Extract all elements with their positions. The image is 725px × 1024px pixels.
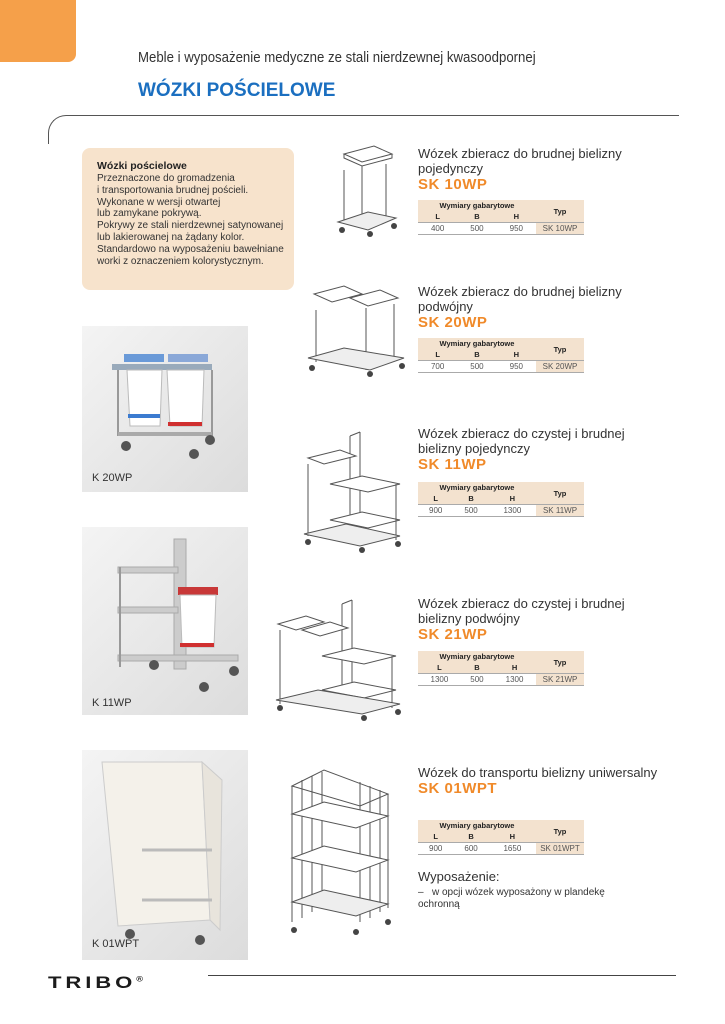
typ-header: Typ [536,651,584,674]
typ-header: Typ [536,200,584,223]
product-sk20wp [418,284,658,331]
l-header: L [418,211,457,223]
l-value: 900 [418,505,453,517]
product-name: Wózek zbieracz do czystej i brudnej bielizny podwójny [418,596,625,626]
equipment-item-text: w opcji wózek wyposażony w plandekę ochronną [418,887,605,910]
l-header: L [418,662,461,674]
product-sk10wp [418,146,658,193]
dims-header: Wymiary gabarytowe [418,200,536,211]
typ-value: SK 21WP [536,674,584,686]
typ-value: SK 10WP [536,223,584,235]
product-name: Wózek zbieracz do brudnej bielizny pojedynczy [418,146,622,176]
logo-reg: ® [136,976,143,984]
photo-label: K 11WP [92,697,132,709]
cart-photo-icon [82,750,248,960]
cart-drawing-sk20wp-icon [304,282,408,378]
b-header: B [453,831,488,843]
tribo-logo [48,973,143,993]
h-header: H [497,211,536,223]
info-box [82,148,294,290]
h-value: 1300 [489,505,536,517]
l-value: 700 [418,361,457,373]
product-code: SK 11WP [418,456,487,473]
product-sk11wp [418,426,658,473]
typ-header: Typ [536,820,584,843]
l-header: L [418,493,453,505]
page-title: WÓZKI POŚCIELOWE [138,80,336,101]
product-name: Wózek zbieracz do czystej i brudnej bielizny pojedynczy [418,426,625,456]
dims-header: Wymiary gabarytowe [418,820,536,831]
typ-value: SK 11WP [536,505,584,517]
dims-header: Wymiary gabarytowe [418,482,536,493]
product-name: Wózek zbieracz do brudnej bielizny podwójny [418,284,622,314]
product-photo-k20wp [82,326,248,492]
h-header: H [489,831,536,843]
b-value: 600 [453,843,488,855]
dims-table-sk01wpt [418,820,584,855]
b-value: 500 [457,223,496,235]
corner-tab [0,0,76,62]
product-code: SK 01WPT [418,780,498,797]
equipment-item [418,887,618,911]
b-value: 500 [453,505,488,517]
cart-photo-icon [82,527,248,715]
typ-value: SK 01WPT [536,843,584,855]
h-value: 950 [497,361,536,373]
dims-table-sk10wp [418,200,584,235]
b-header: B [461,662,493,674]
dims-header: Wymiary gabarytowe [418,338,536,349]
cart-drawing-sk10wp-icon [334,142,400,238]
equipment-heading: Wyposażenie: [418,869,500,884]
cart-drawing-sk01wpt-icon [284,762,396,940]
dims-table-sk21wp [418,651,584,686]
l-value: 400 [418,223,457,235]
h-value: 950 [497,223,536,235]
typ-value: SK 20WP [536,361,584,373]
typ-header: Typ [536,338,584,361]
l-header: L [418,349,457,361]
product-code: SK 10WP [418,176,488,193]
h-header: H [489,493,536,505]
logo-text: TRIBO [48,973,137,992]
b-header: B [457,211,496,223]
dims-header: Wymiary gabarytowe [418,651,536,662]
cart-photo-icon [82,326,248,492]
product-name: Wózek do transportu bielizny uniwersalny [418,765,658,780]
dims-table-sk20wp [418,338,584,373]
info-heading: Wózki pościelowe [97,160,187,172]
b-header: B [453,493,488,505]
h-value: 1650 [489,843,536,855]
cart-drawing-sk11wp-icon [300,424,404,556]
dims-table-sk11wp [418,482,584,517]
header-divider [48,115,679,144]
h-header: H [493,662,536,674]
product-code: SK 20WP [418,314,488,331]
b-value: 500 [461,674,493,686]
product-sk01wpt [418,765,658,797]
product-photo-k01wpt [82,750,248,960]
cart-drawing-sk21wp-icon [272,594,404,724]
photo-label: K 20WP [92,472,133,484]
l-value: 1300 [418,674,461,686]
l-header: L [418,831,453,843]
typ-header: Typ [536,482,584,505]
product-code: SK 21WP [418,626,488,643]
product-sk21wp [418,596,658,643]
info-text: Przeznaczone do gromadzenia i transportowania brudnej pościeli. Wykonane w wersji otwartej lub zamykane pokrywą. Pokrywy ze stali nierdzewnej satynowanej lub lakierowanej na żądany kolor. Standardowo na wyposażeniu bawełniane worki z oznaczeniem kolorystycznym. [97,173,284,267]
product-photo-k11wp [82,527,248,715]
l-value: 900 [418,843,453,855]
h-value: 1300 [493,674,536,686]
b-value: 500 [457,361,496,373]
photo-label: K 01WPT [92,938,140,950]
b-header: B [457,349,496,361]
page-subtitle: Meble i wyposażenie medyczne ze stali nierdzewnej kwasoodpornej [138,49,536,66]
equipment-dash: – [418,887,424,898]
footer-divider [208,975,676,976]
h-header: H [497,349,536,361]
